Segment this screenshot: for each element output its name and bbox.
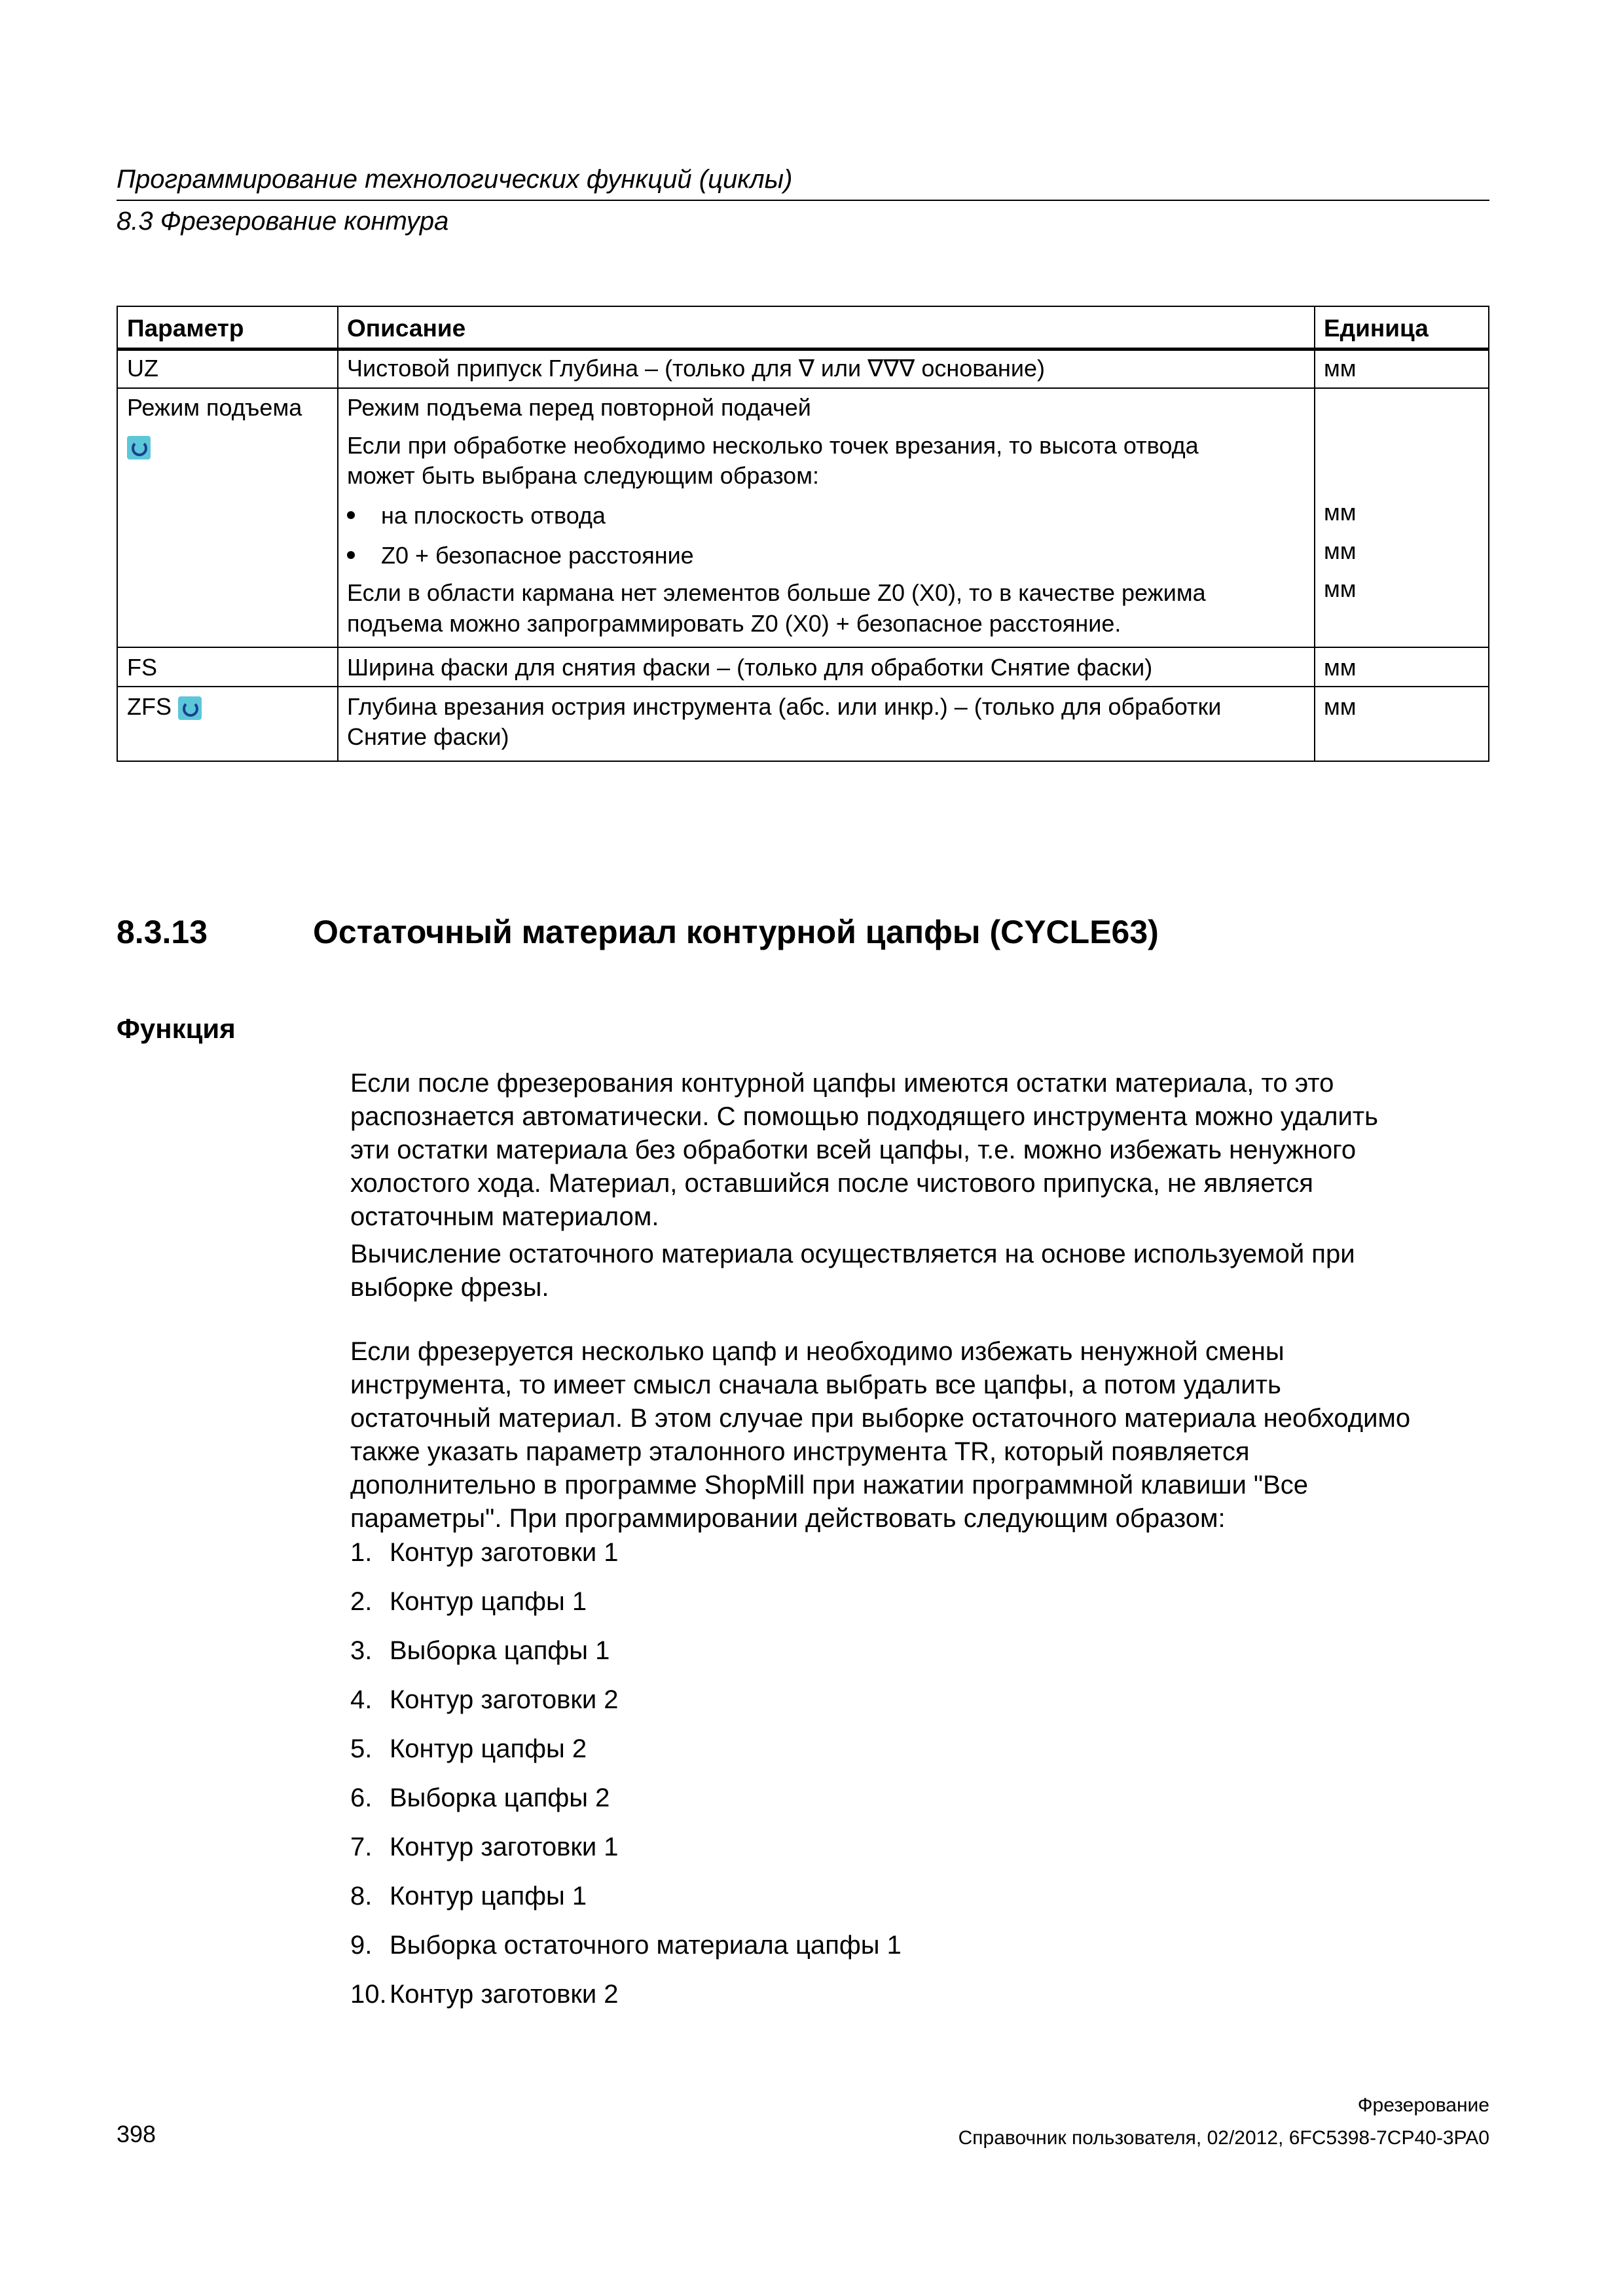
table-row-divider xyxy=(118,387,1488,389)
desc-retract-line: Если при обработке необходимо несколько точек врезания, то высота отвода xyxy=(347,432,1199,459)
unit-zfs: мм xyxy=(1324,693,1357,720)
param-zfs: ZFS xyxy=(127,692,202,722)
unit-retract: мм xyxy=(1324,537,1357,564)
list-item: 6. Выборка цапфы 2 xyxy=(350,1784,610,1812)
list-item: 4. Контур заготовки 2 xyxy=(350,1685,619,1714)
unit-retract: мм xyxy=(1324,499,1357,526)
table-header-rule xyxy=(118,348,1488,351)
footer-manual-info: Справочник пользователя, 02/2012, 6FC5398-7CP40-3PA0 xyxy=(958,2127,1489,2149)
column-header-parameter: Параметр xyxy=(127,315,244,342)
list-item: 9. Выборка остаточного материала цапфы 1 xyxy=(350,1931,902,1960)
desc-retract-bullet: Z0 + безопасное расстояние xyxy=(347,541,694,571)
table-col-divider xyxy=(1314,307,1315,761)
list-item: 5. Контур цапфы 2 xyxy=(350,1734,587,1763)
desc-retract-bullet: на плоскость отвода xyxy=(347,501,606,531)
unit-fs: мм xyxy=(1324,654,1357,681)
desc-zfs-line: Снятие фаски) xyxy=(347,723,509,750)
table-col-divider xyxy=(337,307,338,761)
unit-retract: мм xyxy=(1324,575,1357,602)
bullet-icon xyxy=(347,551,355,559)
list-item: 1. Контур заготовки 1 xyxy=(350,1538,619,1567)
cycle-icon xyxy=(127,436,151,459)
parameter-table xyxy=(117,306,1489,762)
desc-zfs-line: Глубина врезания острия инструмента (абс. или инкр.) – (только для обработки xyxy=(347,693,1222,720)
desc-retract-line: подъема можно запрограммировать Z0 (X0) + безопасное расстояние. xyxy=(347,610,1122,637)
table-row-divider xyxy=(118,647,1488,648)
list-item: 3. Выборка цапфы 1 xyxy=(350,1636,610,1665)
page-number: 398 xyxy=(117,2121,156,2147)
desc-retract-line: Если в области кармана нет элементов больше Z0 (X0), то в качестве режима xyxy=(347,579,1206,606)
section-title: Остаточный материал контурной цапфы (CYCLE63) xyxy=(313,914,1159,950)
list-item: 7. Контур заготовки 1 xyxy=(350,1833,619,1861)
column-header-unit: Единица xyxy=(1324,315,1429,342)
subheading-function: Функция xyxy=(117,1013,236,1044)
table-row-divider xyxy=(118,686,1488,687)
list-item: 2. Контур цапфы 1 xyxy=(350,1587,587,1616)
cycle-icon xyxy=(178,696,202,720)
param-retract-mode: Режим подъема xyxy=(127,394,302,421)
running-header-title: Программирование технологических функций (циклы) xyxy=(117,165,793,194)
desc-retract-line: Режим подъема перед повторной подачей xyxy=(347,394,811,421)
section-heading xyxy=(117,913,1159,951)
desc-uz: Чистовой припуск Глубина – (только для ∇ или ∇∇∇ основание) xyxy=(347,355,1046,382)
bullet-icon xyxy=(347,511,355,519)
running-header-subsection: 8.3 Фрезерование контура xyxy=(117,207,449,236)
desc-fs: Ширина фаски для снятия фаски – (только для обработки Снятие фаски) xyxy=(347,654,1153,681)
paragraph: Если фрезеруется несколько цапф и необходимо избежать ненужной смены инструмента, то имеет смысл сначала выбрать все цапфы, а потом удалить остаточный материал. В этом случае при выборке остаточного материала необходимо также указать параметр эталонного инструмента TR, который появляется дополнительно в программе ShopMill при нажатии программной клавиши "Все параметры". При программировании действовать следующим образом: xyxy=(350,1337,1411,1533)
column-header-description: Описание xyxy=(347,315,466,342)
param-uz: UZ xyxy=(127,355,158,382)
header-divider xyxy=(117,200,1489,201)
list-item: 10. Контур заготовки 2 xyxy=(350,1980,619,2009)
section-number: 8.3.13 xyxy=(117,914,208,950)
footer-book-title: Фрезерование xyxy=(1357,2094,1489,2116)
paragraph: Вычисление остаточного материала осуществляется на основе используемой при выборке фрезы. xyxy=(350,1240,1355,1302)
unit-uz: мм xyxy=(1324,355,1357,382)
paragraph: Если после фрезерования контурной цапфы имеются остатки материала, то это распознается автоматически. С помощью подходящего инструмента можно удалить эти остатки материала без обработки всей цапфы, т.е. можно избежать ненужного холостого хода. Материал, оставшийся после чистового припуска, не является остаточным материалом. xyxy=(350,1069,1378,1231)
desc-retract-line: может быть выбрана следующим образом: xyxy=(347,462,819,489)
list-item: 8. Контур цапфы 1 xyxy=(350,1882,587,1910)
param-fs: FS xyxy=(127,654,158,681)
